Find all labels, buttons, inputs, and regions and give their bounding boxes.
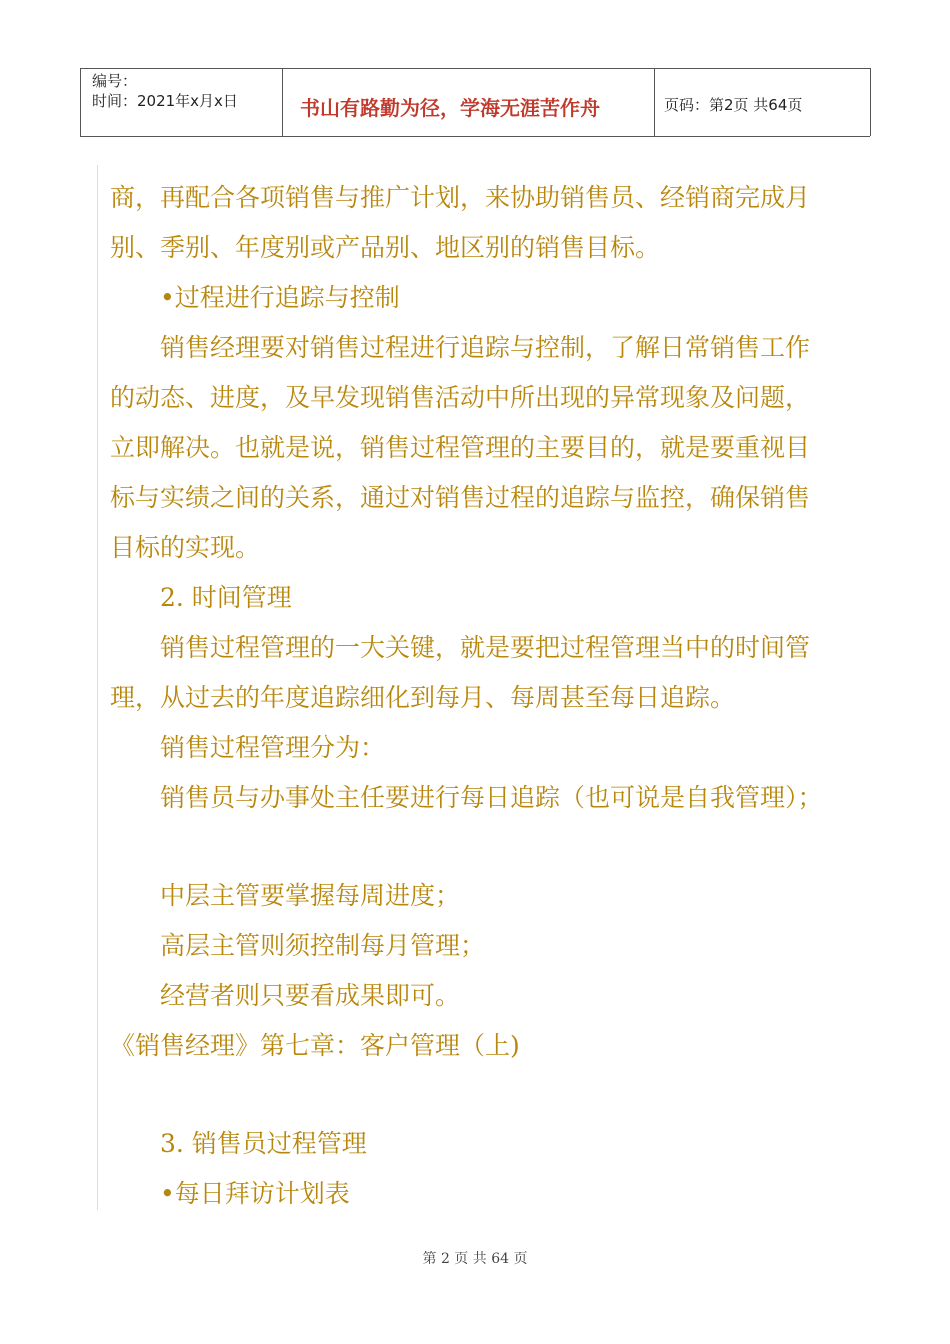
paragraph-line: 立即解决。也就是说，销售过程管理的主要目的，就是要重视目 [110,433,811,462]
header-top-border [80,68,870,69]
paragraph-line: 销售过程管理分为： [160,733,386,762]
header-divider [80,68,81,136]
header-bottom-border [80,136,870,137]
header-divider [654,68,655,136]
paragraph-line: 的动态、进度，及早发现销售活动中所出现的异常现象及问题， [110,383,811,412]
bullet-heading: •每日拜访计划表 [160,1179,350,1208]
header-page-label: 页码：第2页 共64页 [664,96,803,114]
paragraph-line: 高层主管则须控制每月管理； [160,931,486,960]
header-time-label: 时间：2021年x月x日 [92,92,238,110]
paragraph-line: 销售过程管理的一大关键，就是要把过程管理当中的时间管 [160,633,811,662]
paragraph-line: 商，再配合各项销售与推广计划，来协助销售员、经销商完成月 [110,183,811,212]
section-heading: 3. 销售员过程管理 [160,1129,367,1158]
header-divider [870,68,871,136]
margin-line [97,165,98,1210]
paragraph-line: 理，从过去的年度追踪细化到每月、每周甚至每日追踪。 [110,683,736,712]
section-heading: 2. 时间管理 [160,583,292,612]
header-motto: 书山有路勤为径，学海无涯苦作舟 [300,96,600,120]
header-divider [282,68,283,136]
paragraph-line: 别、季别、年度别或产品别、地区别的销售目标。 [110,233,661,262]
paragraph-line: 目标的实现。 [110,533,261,562]
paragraph-line: 经营者则只要看成果即可。 [160,981,461,1010]
chapter-title: 《销售经理》第七章：客户管理（上) [110,1031,520,1060]
paragraph-line: 销售员与办事处主任要进行每日追踪（也可说是自我管理）； [160,783,823,812]
header-number-label: 编号： [92,72,138,90]
paragraph-line: 中层主管要掌握每周进度； [160,881,461,910]
paragraph-line: 标与实绩之间的关系，通过对销售过程的追踪与监控，确保销售 [110,483,811,512]
page-footer: 第 2 页 共 64 页 [422,1251,528,1267]
paragraph-line: 销售经理要对销售过程进行追踪与控制，了解日常销售工作 [160,333,811,362]
bullet-heading: •过程进行追踪与控制 [160,283,400,312]
